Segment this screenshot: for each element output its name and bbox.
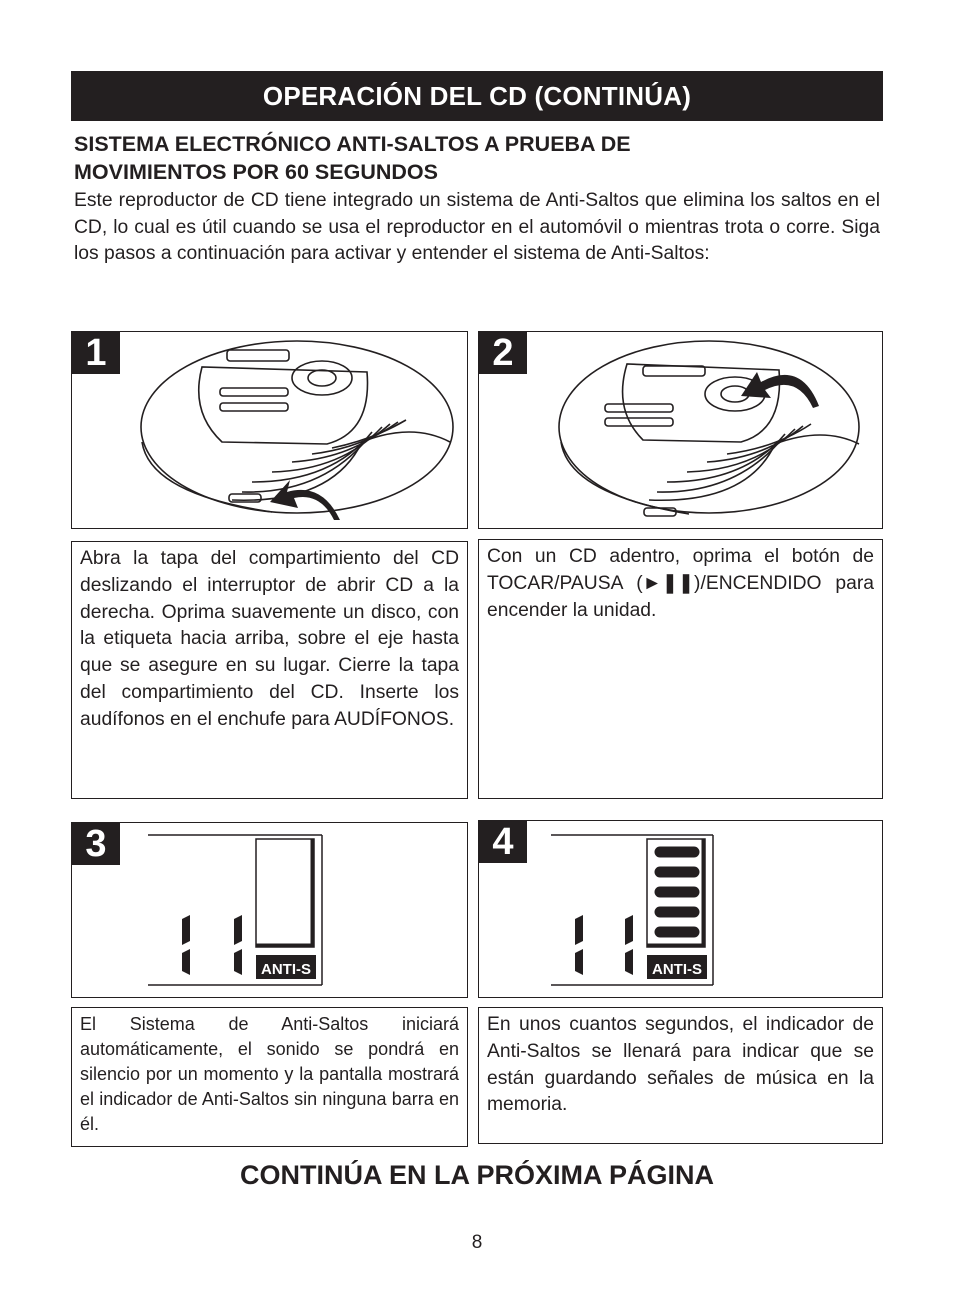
anti-skip-label: ANTI-S bbox=[652, 961, 702, 978]
anti-skip-bar bbox=[655, 887, 699, 897]
intro-paragraph: Este reproductor de CD tiene integrado un sistema de Anti-Saltos que elimina los saltos en el CD, lo cual es útil cuando se usa el reproductor en el automóvil o mientras trota o corre. Siga los pasos a continuación para activar y entender el sistema de Anti-Saltos: bbox=[74, 190, 880, 264]
cd-player-illustration bbox=[72, 332, 468, 529]
anti-skip-bar bbox=[655, 867, 699, 877]
cd-player-illustration bbox=[479, 332, 883, 529]
section-title-line-1: SISTEMA ELECTRÓNICO ANTI-SALTOS A PRUEBA DE bbox=[74, 132, 631, 156]
step-1-text: Abra la tapa del compartimiento del CD deslizando el interruptor de abrir CD a la derecha. Oprima suavemente un disco, con la etiqueta hacia arriba, sobre el eje hasta que se asegure en su lugar. Cierre la tapa del compartimiento del CD. Inserte los audífonos en el enchufe para AUDÍFONOS. bbox=[71, 541, 468, 799]
anti-skip-bar bbox=[655, 847, 699, 857]
step-3-figure bbox=[71, 822, 468, 998]
step-2-number: 2 bbox=[479, 332, 527, 374]
lcd-display-illustration bbox=[72, 823, 468, 998]
anti-skip-bar bbox=[655, 907, 699, 917]
step-2-figure bbox=[478, 331, 883, 529]
continue-notice: CONTINÚA EN LA PRÓXIMA PÁGINA bbox=[239, 1160, 714, 1190]
anti-skip-label: ANTI-S bbox=[261, 961, 311, 978]
step-3-number: 3 bbox=[72, 823, 120, 865]
step-4-figure bbox=[478, 820, 883, 998]
section-title bbox=[74, 130, 884, 186]
page-header-title: OPERACIÓN DEL CD (CONTINÚA) bbox=[262, 80, 692, 111]
step-2-text: Con un CD adentro, oprima el botón de TOCAR/PAUSA (►❚❚)/ENCENDIDO para encender la unidad. bbox=[478, 539, 883, 799]
step-4-text: En unos cuantos segundos, el indicador de Anti-Saltos se llenará para indicar que se están guardando señales de música en la memoria. bbox=[478, 1007, 883, 1144]
step-1-figure bbox=[71, 331, 468, 529]
anti-skip-bar bbox=[655, 927, 699, 937]
lcd-display-illustration bbox=[479, 821, 883, 998]
page-number: 8 bbox=[471, 1232, 483, 1253]
step-1-number: 1 bbox=[72, 332, 120, 374]
section-title-line-2: MOVIMIENTOS POR 60 SEGUNDOS bbox=[74, 160, 438, 184]
page-header-banner bbox=[71, 71, 883, 121]
step-4-number: 4 bbox=[479, 821, 527, 863]
step-3-text: El Sistema de Anti-Saltos iniciará automáticamente, el sonido se pondrá en silencio por un momento y la pantalla mostrará el indicador de Anti-Saltos sin ninguna barra en él. bbox=[71, 1007, 468, 1147]
